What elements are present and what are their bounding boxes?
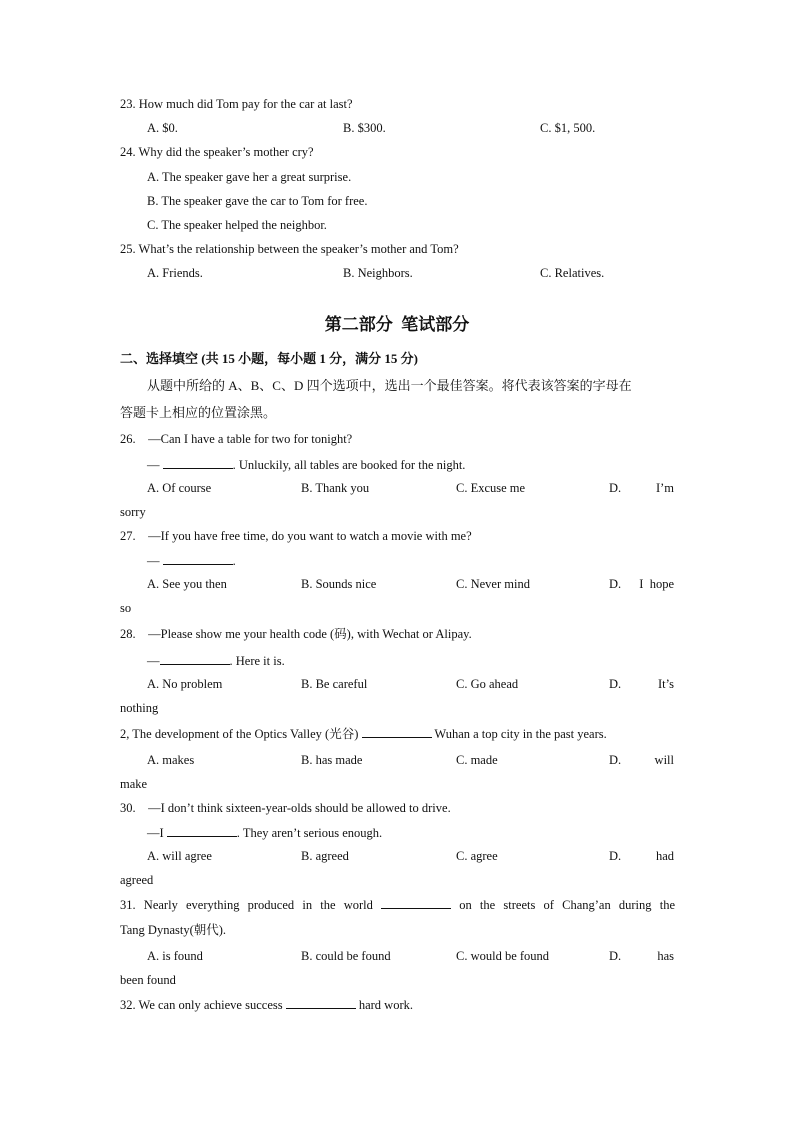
q26-option-d-first: I’m (655, 481, 674, 495)
question-24-stem: 24. Why did the speaker’s mother cry? (120, 145, 314, 159)
q29-stem-end: Wuhan a top city in the past years. (431, 727, 607, 741)
question-31-line-2: Tang Dynasty(朝代). (120, 923, 227, 937)
q27-line-2-text: . (232, 554, 236, 568)
q26-answer-blank (163, 456, 233, 469)
question-31-line-1 (120, 896, 675, 913)
q25-option-b: B. Neighbors. (343, 266, 413, 280)
q31-stem-end: on the streets of Chang’an during the (451, 898, 675, 912)
q30-option-d-first: had (655, 849, 674, 863)
q26-option-a: A. Of course (147, 481, 212, 495)
q26-dash: — (147, 458, 163, 472)
q29-option-d-rest: make (120, 777, 148, 791)
q29-option-d-letter: D. (609, 753, 622, 767)
q26-option-d-letter: D. (609, 481, 622, 495)
q29-answer-blank (362, 725, 432, 738)
q32-answer-blank (286, 996, 356, 1009)
q30-option-d-rest: agreed (120, 873, 154, 887)
q30-option-c: C. agree (456, 849, 498, 863)
q25-option-c: C. Relatives. (540, 266, 605, 280)
q30-option-a: A. will agree (147, 849, 212, 863)
q31-option-b: B. could be found (301, 949, 391, 963)
q28-option-d-first: It’s (658, 677, 674, 691)
q23-option-b: B. $300. (343, 121, 386, 135)
q27-option-d-rest: so (120, 601, 132, 615)
q32-stem-end: hard work. (355, 998, 413, 1012)
q30-dash: —I (147, 826, 167, 840)
q23-option-c: C. $1, 500. (540, 121, 596, 135)
question-27-line-2 (147, 552, 236, 569)
q26-line-2-text: . Unluckily, all tables are booked for the night. (232, 458, 466, 472)
q30-option-b: B. agreed (301, 849, 349, 863)
part-two-title: 第二部分 笔试部分 (324, 315, 470, 334)
instruction-line-1: 从题中所给的 A、B、C、D 四个选项中，选出一个最佳答案。将代表该答案的字母在 (147, 378, 632, 393)
q28-line-2-text: . Here it is. (229, 654, 285, 668)
q29-option-c: C. made (456, 753, 498, 767)
q27-option-d-letter: D. (609, 577, 622, 591)
q30-line-2-text: . They aren’t serious enough. (236, 826, 383, 840)
q27-option-b: B. Sounds nice (301, 577, 377, 591)
q31-answer-blank (381, 896, 451, 909)
q27-dash: — (147, 554, 163, 568)
q30-answer-blank (167, 824, 237, 837)
q28-answer-blank (160, 652, 230, 665)
q29-stem-start: 2, The development of the Optics Valley (光谷) (120, 727, 362, 741)
question-25-stem: 25. What’s the relationship between the speaker’s mother and Tom? (120, 242, 459, 256)
q27-option-c: C. Never mind (456, 577, 530, 591)
q27-answer-blank (163, 552, 233, 565)
q28-option-d-rest: nothing (120, 701, 159, 715)
q26-option-c: C. Excuse me (456, 481, 526, 495)
q29-option-d-first: will (654, 753, 674, 767)
q28-option-c: C. Go ahead (456, 677, 519, 691)
instruction-line-2: 答题卡上相应的位置涂黑。 (120, 405, 277, 420)
q30-option-d-letter: D. (609, 849, 622, 863)
q26-option-b: B. Thank you (301, 481, 370, 495)
q32-stem-start: 32. We can only achieve success (120, 998, 286, 1012)
q31-option-c: C. would be found (456, 949, 550, 963)
question-27-line-1: 27. —If you have free time, do you want to watch a movie with me? (120, 529, 472, 543)
q27-option-a: A. See you then (147, 577, 227, 591)
q26-option-d-rest: sorry (120, 505, 146, 519)
question-32-line-1 (120, 996, 413, 1013)
q23-option-a: A. $0. (147, 121, 178, 135)
q29-option-b: B. has made (301, 753, 363, 767)
question-30-line-2 (147, 824, 382, 841)
q31-option-d-rest: been found (120, 973, 176, 987)
q28-option-d-letter: D. (609, 677, 622, 691)
q31-option-d-letter: D. (609, 949, 622, 963)
q27-option-d-first: I hope (639, 577, 674, 591)
q24-option-b: B. The speaker gave the car to Tom for free. (147, 194, 368, 208)
section-heading: 二、选择填空 (共 15 小题，每小题 1 分，满分 15 分) (120, 351, 418, 366)
q28-dash: — (147, 654, 160, 668)
q24-option-c: C. The speaker helped the neighbor. (147, 218, 327, 232)
question-28-line-1: 28. —Please show me your health code (码), with Wechat or Alipay. (120, 627, 472, 641)
q31-stem-start: 31. Nearly everything produced in the world (120, 898, 382, 912)
question-26-line-2 (147, 456, 465, 473)
question-23-stem: 23. How much did Tom pay for the car at last? (120, 97, 353, 111)
question-29-line-1 (120, 725, 607, 742)
q31-option-a: A. is found (147, 949, 203, 963)
question-30-line-1: 30. —I don’t think sixteen-year-olds should be allowed to drive. (120, 801, 451, 815)
q28-option-b: B. Be careful (301, 677, 368, 691)
question-26-line-1: 26. —Can I have a table for two for tonight? (120, 432, 353, 446)
question-28-line-2 (147, 652, 285, 669)
q29-option-a: A. makes (147, 753, 195, 767)
q31-option-d-first: has (657, 949, 674, 963)
q28-option-a: A. No problem (147, 677, 223, 691)
q25-option-a: A. Friends. (147, 266, 203, 280)
q24-option-a: A. The speaker gave her a great surprise. (147, 170, 352, 184)
